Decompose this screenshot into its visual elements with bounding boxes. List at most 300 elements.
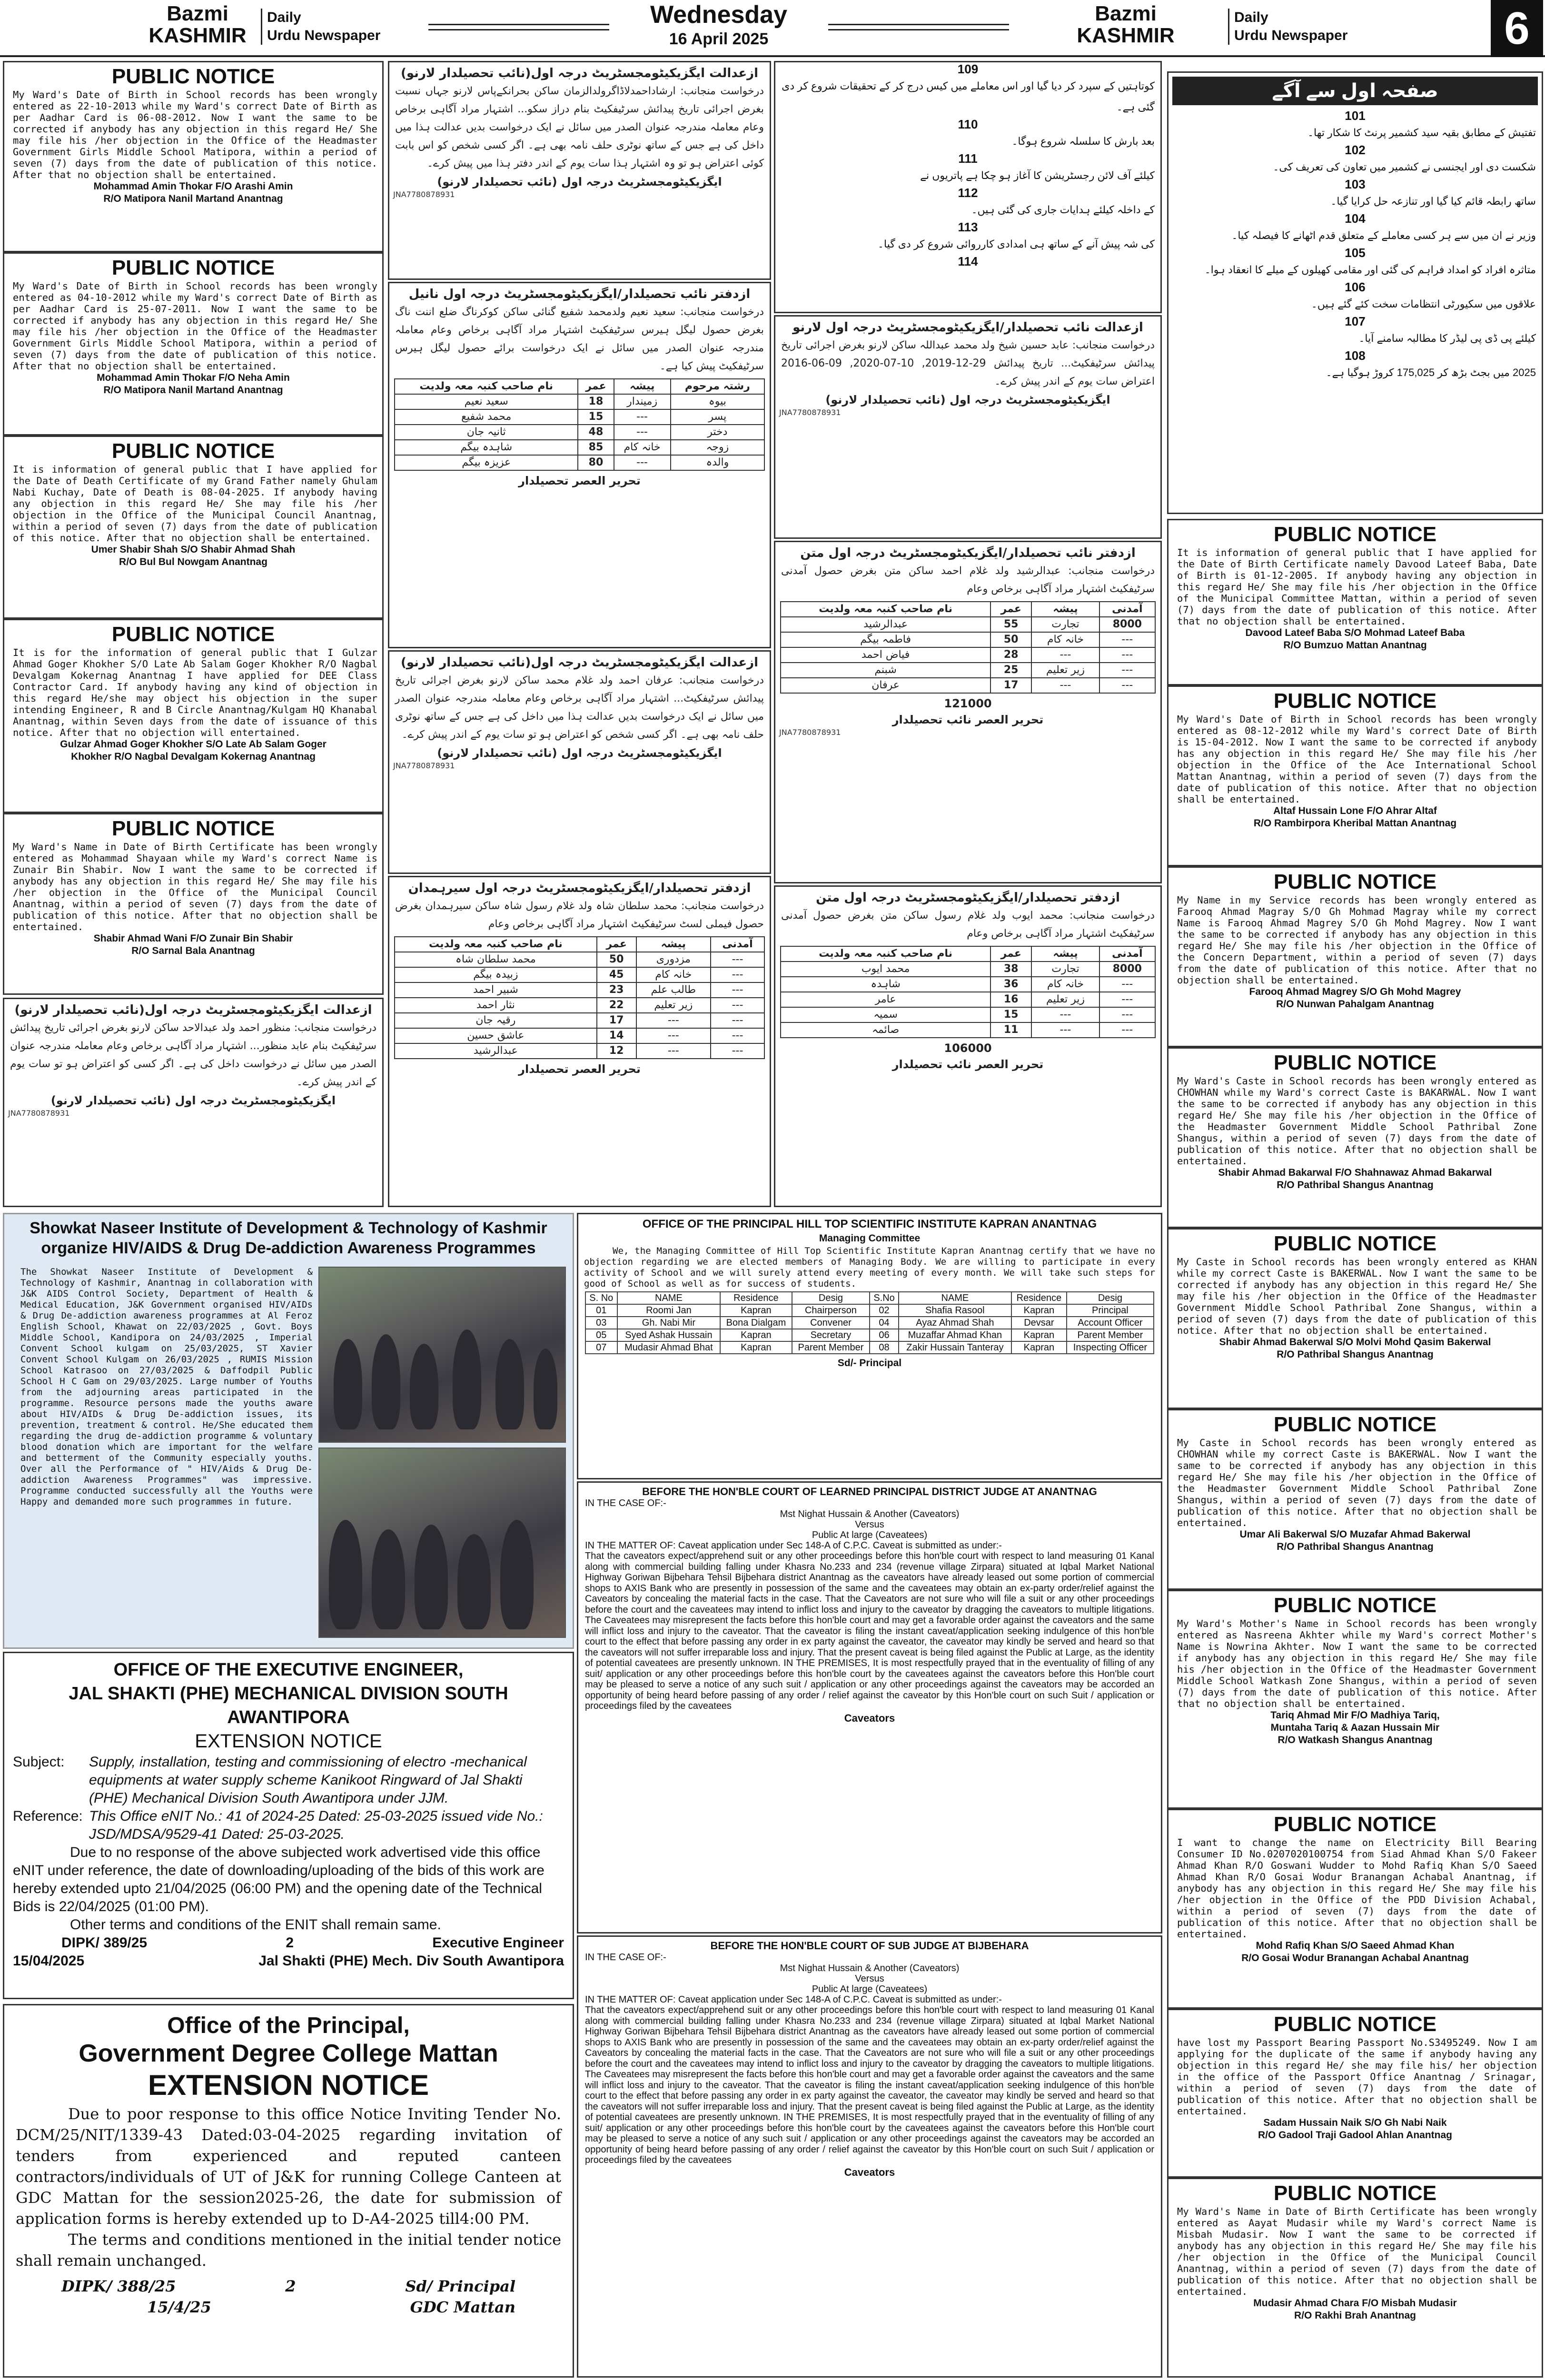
table-cell: NAME	[899, 1292, 1011, 1304]
public-notice	[3, 619, 384, 813]
table-cell: ---	[636, 1028, 711, 1043]
matter-line: IN THE MATTER OF: Caveat application under Sec 148-A of C.P.C. Caveat is submitted as under:-	[585, 1994, 1002, 2005]
office-title: OFFICE OF THE PRINCIPAL HILL TOP SCIENTIFIC INSTITUTE KAPRAN ANANTNAG	[642, 1218, 1097, 1230]
table-cell: خانہ کام	[1031, 977, 1099, 992]
table-cell: Convener	[792, 1317, 870, 1329]
table-cell: ---	[1031, 1022, 1099, 1038]
notice-body: My Caste in School records has been wrongly entered as CHOWHAN while my correct Caste is BAKERWAL. Now I want the same to be corrected if anybody has any objection in this regard He/ She may file his /her objection in the Office of the Headmaster Government Middle School Pathribal Zone Shangus, within a period of seven (7) days from the date of publication of this notice. After that no objection shall be entertained.	[1177, 1437, 1537, 1528]
public-notice	[1167, 519, 1543, 685]
table-cell: ---	[1099, 977, 1155, 992]
matter-line: IN THE MATTER OF: Caveat application under Sec 148-A of C.P.C. Caveat is submitted as under:-	[585, 1540, 1002, 1551]
court-title: BEFORE THE HON'BLE COURT OF SUB JUDGE AT BIJBEHARA	[710, 1940, 1029, 1952]
table-cell: 85	[578, 440, 614, 455]
notice-body: It is information of general public that I have applied for the Date of Death Certificate of my Grand Father namely Ghulam Nabi Kuchay, Date of Death is 08-04-2025. If anybody having any objection in this regard He/ She may file his /her objection in the Office of the Municipal Council Anantnag, within a period of seven (7) days from the date of publication of this notice. After that no objection shall be entertained.	[13, 464, 377, 544]
table-row	[395, 1028, 764, 1043]
notice-address: R/O Matipora Nanil Martand Anantnag	[103, 193, 283, 204]
notice-signature: Mohammad Amin Thokar F/O Arashi Amin	[93, 181, 293, 192]
table-cell: ---	[1099, 992, 1155, 1007]
table-header-row	[585, 1292, 1154, 1304]
table-cell: عمر	[990, 602, 1031, 617]
urdu-ad-heading: ازعدالت ایگزیکیٹومجسٹریٹ درجہ اول(نائب تحصیلدار لارنو)	[401, 66, 758, 80]
notice-title: PUBLIC NOTICE	[1273, 1413, 1437, 1436]
table-cell: Inspecting Officer	[1067, 1341, 1154, 1354]
urdu-ad-body: درخواست منجانب: محمد سلطان شاہ ولد غلام رسول شاہ ساکن سیرہمدان بغرض حصول فیملی لسٹ سرٹیفکیٹ اشتہار مراد آگاہی برخاص وعام	[395, 900, 764, 930]
urdu-ad-signature: ایگزیکیٹومجسٹریٹ درجہ اول (نائب تحصیلدار لارنو)	[50, 1094, 336, 1107]
caveat-notice-sub-judge	[577, 1935, 1162, 2378]
public-notice	[3, 813, 384, 995]
public-notice	[1167, 1809, 1543, 2009]
table-cell: پیشہ	[1031, 946, 1099, 962]
page-number: 6	[1491, 0, 1543, 57]
item-number: 107	[1345, 314, 1366, 328]
table-cell: 50	[597, 952, 636, 967]
table-cell: عبدالرشید	[395, 1043, 597, 1059]
table-row	[585, 1304, 1154, 1317]
table-cell: Desig	[1067, 1292, 1154, 1304]
table-row	[395, 455, 764, 470]
daily-label: Daily	[267, 10, 301, 25]
table-cell: عاشق حسین	[395, 1028, 597, 1043]
urdu-court-ad	[388, 650, 771, 874]
notice-title: PUBLIC NOTICE	[111, 817, 275, 840]
notice-signature-cont: Muntaha Tariq & Aazan Hussain Mir	[1270, 1722, 1440, 1733]
item-text: 2025 میں بجٹ بڑھ کر 175,025 کروڑ ہوگیا ہے۔	[1326, 367, 1536, 378]
table-cell: Account Officer	[1067, 1317, 1154, 1329]
table-row	[395, 998, 764, 1013]
caveatees-line: Public At large (Caveatees)	[812, 1529, 928, 1540]
urdu-ad-signature: ایگزیکیٹومجسٹریٹ درجہ اول (نائب تحصیلدار لارنو)	[437, 175, 722, 188]
table-cell: زیر تعلیم	[636, 998, 711, 1013]
notice-footer	[4, 2271, 573, 2297]
item-text: کی شہ پیش آنے کے ساتھ ہی امدادی کارروائی شروع کر دی گیا۔	[877, 238, 1155, 250]
notice-title: PUBLIC NOTICE	[1273, 870, 1437, 893]
table-cell: 17	[597, 1013, 636, 1028]
table-cell: S. No	[585, 1292, 617, 1304]
item-text: بعد بارش کا سلسلہ شروع ہوگا۔	[1011, 135, 1155, 147]
caveators-line: Mst Nighat Hussain & Another (Caveators)	[780, 1963, 960, 1973]
notice-body: I want to change the name on Electricity Bill Bearing Consumer ID No.0207020100754 from Siad Ahmad Khan S/O Fakeer Ahmad Khan R/O Goswani Wudder to Mohd Rafiq Khan S/O Saeed Ahmad Khan R/O Gosai Wodur Branangan Achabal Anantnag, if anybody has any objection in this regard He/ She may file his /her objection in the Office of the PDD Division Achabal, within a period of seven (7) days from the date of publication of this notice. After that no objection shall be entertained.	[1177, 1837, 1537, 1940]
signatory-college: GDC Mattan	[410, 2298, 515, 2316]
table-cell: آمدنی	[1099, 602, 1155, 617]
college-title: Government Degree College Mattan	[79, 2040, 498, 2067]
table-row	[781, 632, 1155, 647]
table-row	[585, 1317, 1154, 1329]
notice-address: R/O Gadool Traji Gadool Ahlan Anantnag	[1258, 2130, 1452, 2141]
news-continuation	[774, 61, 1162, 313]
table-cell: زبیدہ بیگم	[395, 967, 597, 982]
notice-title: PUBLIC NOTICE	[1273, 1594, 1437, 1617]
table-cell: عامر	[781, 992, 990, 1007]
notice-signature: Gulzar Ahmad Goger Khokher S/O Late Ab Salam Goger	[60, 739, 327, 750]
case-label: IN THE CASE OF:-	[585, 1498, 666, 1508]
ad-code: JNA7780878931	[393, 190, 455, 199]
urdu-income-ad	[774, 541, 1162, 883]
caveat-notice-district-judge	[577, 1481, 1162, 1934]
table-cell: آمدنی	[711, 937, 764, 952]
table-row	[395, 1043, 764, 1059]
total-income: 121000	[944, 697, 992, 710]
table-cell: زمیندار	[614, 394, 671, 409]
caveators-line: Mst Nighat Hussain & Another (Caveators)	[780, 1508, 960, 1519]
total-income: 106000	[944, 1041, 992, 1055]
notice-heading: EXTENSION NOTICE	[148, 2069, 429, 2101]
table-cell: 08	[870, 1341, 898, 1354]
table-cell: آمدنی	[1099, 946, 1155, 962]
principal-signature: Sd/- Principal	[837, 1358, 902, 1368]
urdu-newspaper-label: Urdu Newspaper	[1234, 28, 1348, 43]
table-cell: سعید نعیم	[395, 394, 578, 409]
table-cell: 17	[990, 678, 1031, 693]
table-row	[781, 1007, 1155, 1022]
table-cell: Desig	[792, 1292, 870, 1304]
urdu-newspaper-label: Urdu Newspaper	[267, 28, 381, 43]
table-cell: عزیزہ بیگم	[395, 455, 578, 470]
table-cell: ---	[1099, 663, 1155, 678]
header-rule-right	[828, 24, 1009, 30]
table-cell: 03	[585, 1317, 617, 1329]
urdu-ad-heading: ازعدالت ایگزیکیٹومجسٹریٹ درجہ اول(نائب تحصیلدار لارنو)	[14, 1003, 372, 1017]
table-cell: 15	[990, 1007, 1031, 1022]
notice-signature: Umer Shabir Shah S/O Shabir Ahmad Shah	[91, 544, 296, 555]
article-body: The Showkat Naseer Institute of Development & Technology of Kashmir, Anantnag in collaboration with J&K AIDS Control Society, Department of Health & Medical Education, J&K Government organised HIV/AIDs & Drug De-addiction awareness programmes at Al Feroz English School, Khawat on 22/03/2025 , Govt. Boys Middle School, Kandipora on 24/03/2025 , Imperial Convent School kulgam on 25/03/2025, ST Xavier Convent School Kulgam on 26/03/2025 , RUMIS Mission School Katrasoo on 27/03/2025 & Daffodpil Public School H C Gam on 29/03/2025. Large number of Youths from the adjourning areas participated in the programme. Resource persons made the youths aware about HIV/AIDs & Drug De-addiction issues, its prevention, treatment & control. He/She educated them regarding the drug de-addiction programme & voluntary blood donation which are important for the welfare and betterment of the Community especially youths. Over all the Performance of " HIV/Aids & Drug De-addiction Awareness Programmes" was impressive. Programme conducted successfully all the Youths were Happy and demanded more such programmes in future.	[20, 1267, 313, 1507]
table-cell: 18	[578, 394, 614, 409]
notice-title: PUBLIC NOTICE	[1273, 2182, 1437, 2205]
notice-body: My Ward's Date of Birth in School records has been wrongly entered as 04-10-2012 while my Ward's correct Date of Birth as per Aadhar Card is 25-07-2011. Now I want the same to be corrected if anybody has any objection in this regard He/ She may file his /her objection in the Office of the Headmaster Government Girls Middle School Matipora, within a period of seven (7) days from the date of publication of this notice. After that no objection shall be entertained.	[13, 280, 377, 372]
table-cell: رشتہ مرحوم	[671, 379, 764, 394]
table-cell: 15	[578, 409, 614, 425]
notice-date: 15/04/2025	[13, 1953, 85, 1969]
notice-title: PUBLIC NOTICE	[1273, 1051, 1437, 1074]
brand-right-line1: Bazmi	[1095, 2, 1157, 25]
table-cell: 80	[578, 455, 614, 470]
item-text: کیلئے پی ڈی پی لیڈر کا مطالبہ سامنے آیا۔	[1358, 332, 1536, 344]
table-cell: طالب علم	[636, 982, 711, 998]
table-cell: 06	[870, 1329, 898, 1341]
table-cell: ---	[1031, 678, 1099, 693]
table-cell: 12	[597, 1043, 636, 1059]
item-text: تفتیش کے مطابق بقیہ سید کشمیر پرنٹ کا شکار تھا۔	[1307, 127, 1536, 139]
urdu-ad-signature: تحریر العصر نائب تحصیلدار	[892, 713, 1044, 726]
table-row	[781, 962, 1155, 977]
notice-title: PUBLIC NOTICE	[111, 439, 275, 463]
item-text: علاقوں میں سکیورٹی انتظامات سخت کئے گئے ہیں۔	[1311, 298, 1536, 310]
notice-address: R/O Pathribal Shangus Anantnag	[1277, 1349, 1434, 1360]
reference-row	[4, 1807, 573, 1844]
item-number: 108	[1345, 348, 1366, 363]
table-cell: ثانیہ جان	[395, 425, 578, 440]
urdu-ad-body: درخواست منجانب: عبدالرشید ولد غلام احمد ساکن متن بغرض حصول آمدنی سرٹیفکیٹ اشتہار مراد آگاہی برخاص وعام	[781, 565, 1155, 595]
table-header-row	[781, 602, 1155, 617]
table-cell: ---	[711, 1028, 764, 1043]
notice-body: It is information of general public that I have applied for the Date of Birth Certificate namely Davood Lateef Baba, Date of Birth is 01-12-2005. If anybody having any objection in this regard He/ She may file his /her objection in the Office of the Municipal Committee Mattan, within a period of seven (7) days from the date of publication of this notice. After that no objection shall be entertained.	[1177, 547, 1537, 627]
table-row	[781, 663, 1155, 678]
urdu-ad-heading: ازدفتر نائب تحصیلدار/ایگزیکیٹومجسٹریٹ درجہ اول نانیل	[408, 287, 751, 301]
table-cell: 07	[585, 1341, 617, 1354]
notice-title: PUBLIC NOTICE	[111, 256, 275, 279]
notice-body: My Ward's Caste in School records has been wrongly entered as CHOWHAN while my Ward's correct Caste is BAKARWAL. Now I want the same to be corrected if anybody has any objection in this regard He/ She may file his /her objection in the Office of the Headmaster Government Middle School Pathribal Zone Shangus, within a period of seven (7) days from the date of publication of this notice. After that no objection shall be entertained.	[1177, 1075, 1537, 1167]
table-cell: تجارت	[1031, 617, 1099, 632]
public-notice	[1167, 1047, 1543, 1228]
table-cell: نام صاحب کنبہ معہ ولدیت	[395, 379, 578, 394]
urdu-ad-signature: تحریر العصر نائب تحصیلدار	[892, 1058, 1044, 1071]
notice-address: R/O Sarnal Bala Anantnag	[131, 945, 255, 956]
ad-code: JNA7780878931	[779, 728, 841, 737]
table-cell: 05	[585, 1329, 617, 1341]
table-cell: محمد شفیع	[395, 409, 578, 425]
table-cell: عبدالرشید	[781, 617, 990, 632]
notice-title: PUBLIC NOTICE	[1273, 1232, 1437, 1255]
office-title: Office of the Principal,	[167, 2013, 410, 2038]
table-row	[585, 1341, 1154, 1354]
table-cell: دختر	[671, 425, 764, 440]
table-cell: نثار احمد	[395, 998, 597, 1013]
notice-address: Khokher R/O Nagbal Devalgam Kokernag Anantnag	[71, 751, 316, 762]
item-text: کوتاہتیں کے سپرد کر دیا گیا اور اس معاملے میں کیس درج کر کے تحقیقات شروع کر دی گئی ہے۔	[782, 80, 1155, 113]
table-cell: پیشہ	[614, 379, 671, 394]
urdu-ad-heading: ازدفتر نائب تحصیلدار/ایگزیکیٹومجسٹریٹ درجہ اول متن	[800, 546, 1136, 560]
table-cell: Bona Dialgam	[720, 1317, 792, 1329]
urdu-court-ad	[388, 61, 771, 280]
public-notice	[1167, 2178, 1543, 2378]
table-cell: 02	[870, 1304, 898, 1317]
table-cell: Syed Ashak Hussain	[617, 1329, 721, 1341]
table-cell: NAME	[617, 1292, 721, 1304]
division-title: JAL SHAKTI (PHE) MECHANICAL DIVISION SOUTH	[69, 1684, 508, 1704]
notice-title: PUBLIC NOTICE	[111, 65, 275, 88]
table-cell: محمد ایوب	[781, 962, 990, 977]
caveat-body: That the caveators expect/apprehend suit or any other proceedings before this hon'ble court with respect to land measuring 01 Kanal along with commercial building falling under Khasra No.233 and 234 (revenue village Zirpara) situated at Iqbal Market National Highway Goriwan Bijbehara Tehsil Bijbehara district Anantnag as the caveators have already leased out some portion of commercial shops to AXIS Bank who are presently in possession of the same and the caveatees may obtain an ex-party order/relief against the Caveators by concealing the material facts in the case. That the Caveators are not sure who will file a suit or any other proceedings before the court and the caveatees may intend to inflict loss and injury to the caveator by dragging the caveators to multiple litigations. The Caveatees may misrepresent the facts before this hon'ble court and may get a favorable order against the caveators and the same will inflict loss and injury to the caveator. That the caveator is filing the instant caveat/application seeking indulgence of this hon'ble court to the effect that before passing any order in ex party against the caveator, the caveator may kindly be served and heard so that the caveators will not suffer irreparable loss and injury. That the present caveat is being filed against the Public at Large, as the identity of potential caveatees are presently unknown. IN THE PREMISES, It is most respectfully prayed that in the eventuality of filling of any suit/ application or any other proceedings before this hon'ble court by the caveatees against the caveators before this Hon'ble court may be pleased to serve a notice of any such suit / application or any other proceedings against the caveators may be accorded an opportunity of being heard before passing of any order / relief against the caveator by this Hon'ble court on such Suit / application or proceedings filed by the caveatees	[585, 2005, 1154, 2165]
public-notice	[3, 436, 384, 619]
notice-heading: EXTENSION NOTICE	[195, 1731, 382, 1752]
table-cell: محمد سلطان شاہ	[395, 952, 597, 967]
notice-signature: Shabir Ahmad Wani F/O Zunair Bin Shabir	[93, 933, 293, 944]
continued-from-front	[1167, 71, 1543, 514]
table-cell: عمر	[597, 937, 636, 952]
table-cell: 38	[990, 962, 1031, 977]
table-cell: نام صاحب کنبہ معہ ولدیت	[781, 602, 990, 617]
notice-title: PUBLIC NOTICE	[1273, 1813, 1437, 1836]
caveat-body: That the caveators expect/apprehend suit or any other proceedings before this hon'ble court with respect to land measuring 01 Kanal along with commercial building falling under Khasra No.233 and 234 (revenue village Zirpara) situated at Iqbal Market National Highway Goriwan Bijbehara Tehsil Bijbehara district Anantnag as the caveators have already leased out some portion of commercial shops to AXIS Bank who are presently in possession of the same and the caveatees may obtain an ex-party order/relief against the Caveators by concealing the material facts in the case. That the Caveators are not sure who will file a suit or any other proceedings before the court and the caveatees may intend to inflict loss and injury to the caveator by dragging the caveators to multiple litigations. The Caveatees may misrepresent the facts before this hon'ble court and may get a favorable order against the caveators and the same will inflict loss and injury to the caveator. That the caveator is filing the instant caveat/application seeking indulgence of this hon'ble court to the effect that before passing any order in ex party against the caveator, the caveator may kindly be served and heard so that the caveators will not suffer irreparable loss and injury. That the present caveat is being filed against the Public at Large, as the identity of potential caveatees are presently unknown. IN THE PREMISES, It is most respectfully prayed that in the eventuality of filling of any suit/ application or any other proceedings before this hon'ble court by the caveatees against the caveators before this Hon'ble court may be pleased to serve a notice of any such suit / application or any other proceedings against the caveators may be accorded an opportunity of being heard before passing of any order / relief against the caveator by this Hon'ble court on such Suit / application or proceedings filed by the caveatees	[585, 1551, 1154, 1711]
table-cell: 14	[597, 1028, 636, 1043]
urdu-ad-heading: ازعدالت ایگزیکیٹومجسٹریٹ درجہ اول(نائب تحصیلدار لارنو)	[401, 655, 758, 670]
table-cell: Residence	[1011, 1292, 1067, 1304]
awareness-photo-2	[318, 1448, 566, 1638]
brand-right-line2: KASHMIR	[1077, 24, 1175, 47]
table-cell: Ayaz Ahmad Shah	[899, 1317, 1011, 1329]
table-cell: Muzaffar Ahmad Khan	[899, 1329, 1011, 1341]
table-cell: ---	[711, 1013, 764, 1028]
item-number: 111	[958, 151, 978, 166]
table-cell: Residence	[720, 1292, 792, 1304]
table-cell: عمر	[578, 379, 614, 394]
notice-body: We, the Managing Committee of Hill Top Scientific Institute Kapran Anantnag certify that we have no objection regarding we are elected members of Managing Body. We are willing to participate in every activity of School and we will surely attend every meeting of every month. We will take such steps for good of School as well as for success of students.	[584, 1246, 1155, 1289]
notice-body: My Ward's Date of Birth in School records has been wrongly entered as 22-10-2013 while my Ward's correct Date of Birth as per Aadhar Card is 06-08-2012. Now I want the same to be corrected if anybody has any objection in this regard He/ She may file his /her objection in the Office of the Headmaster Government Girls Middle School Matipora, within a period of seven (7) days from the date of publication of this notice. After that no objection shall be entertained.	[13, 89, 377, 180]
table-cell: 55	[990, 617, 1031, 632]
office-title: OFFICE OF THE EXECUTIVE ENGINEER,	[113, 1660, 464, 1680]
table-cell: خانہ کام	[614, 440, 671, 455]
brand-right	[1066, 3, 1185, 47]
subject-label: Subject:	[13, 1754, 65, 1770]
table-cell: Shafia Rasool	[899, 1304, 1011, 1317]
notice-terms: Other terms and conditions of the ENIT shall remain same.	[70, 1917, 441, 1933]
table-cell: پیشہ	[636, 937, 711, 952]
notice-address: R/O Rakhi Brah Anantnag	[1294, 2310, 1416, 2321]
item-number: 104	[1345, 211, 1366, 226]
article-subtitle: organize HIV/AIDS & Drug De-addiction Awareness Programmes	[41, 1239, 536, 1257]
item-text: کے داخلہ کیلئے ہدایات جاری کی گئی ہیں۔	[971, 204, 1155, 216]
table-cell: 8000	[1099, 617, 1155, 632]
urdu-ad-body: درخواست منجانب: عابد حسین شیخ ولد محمد عبداللہ ساکن لارنو بغرض اجرائی تاریخ پیدائش سرٹیفکیٹ... تاریخ پیدائش 29-12-2019, 10-07-2020, 09-06-2016 اعتراض سات یوم کے اندر پیش کرے۔	[781, 339, 1155, 387]
table-cell: Secretary	[792, 1329, 870, 1341]
notice-body: Due to poor response to this office Notice Inviting Tender No. DCM/25/NIT/1339-43 Dated:03-04-2025 regarding invitation of tenders from experienced and reputed canteen contractors/individuals of UT of J&K for running College Canteen at GDC Mattan for the session2025-26, the date for submission of application forms is hereby extended up to D-A4-2025 till4:00 PM.	[16, 2105, 561, 2228]
table-row	[395, 952, 764, 967]
table-row	[395, 982, 764, 998]
case-label: IN THE CASE OF:-	[585, 1952, 666, 1963]
subject-value: Supply, installation, testing and commissioning of electro -mechanical equipments at water supply scheme Kanikoot Ringward of Jal Shakti (PHE) Mechanical Division South Awantipora under JJM.	[89, 1754, 527, 1806]
table-row	[395, 967, 764, 982]
committee-heading: Managing Committee	[819, 1233, 921, 1244]
table-cell: خانہ کام	[1031, 632, 1099, 647]
table-row	[781, 1022, 1155, 1038]
notice-signature: Altaf Hussain Lone F/O Ahrar Altaf	[1273, 805, 1437, 816]
table-row	[781, 647, 1155, 663]
signatory: Sd/ Principal	[405, 2277, 515, 2295]
public-notice	[3, 61, 384, 252]
notice-body: My Name in my Service records has been wrongly entered as Farooq Ahmad Magray S/O Gh Mohmad Magray while my correct Name is Farooq Ahmad Magrey S/O Gh Mohd Magrey. Now I want the same to be corrected if anybody has any objection in this regard He/ She may file his /her objection in the Office of the Concern Department, within a period of seven (7) days from the date of publication of this notice. After that no objection shall be entertained.	[1177, 894, 1537, 986]
table-cell: والدہ	[671, 455, 764, 470]
notice-body: Due to no response of the above subjected work advertised vide this office eNIT under reference, the date of downloading/uploading of the bids of this work are hereby extended upto 21/04/2025 (06:00 PM) and the opening date of the Technical Bids is 22/04/2025 (01:00 PM).	[13, 1844, 545, 1914]
urdu-court-ad	[774, 315, 1162, 539]
table-cell: ---	[711, 1043, 764, 1059]
table-cell: ---	[636, 1043, 711, 1059]
copies-count: 2	[285, 2277, 296, 2295]
table-cell: عمر	[990, 946, 1031, 962]
urdu-legal-heir-ad	[388, 282, 771, 648]
table-cell: Kapran	[1011, 1341, 1067, 1354]
table-row	[781, 617, 1155, 632]
table-cell: 8000	[1099, 962, 1155, 977]
table-cell: 11	[990, 1022, 1031, 1038]
item-number: 109	[957, 62, 979, 76]
notice-address: R/O Nunwan Pahalgam Anantnag	[1276, 999, 1434, 1010]
notice-signature: Mohammad Amin Thokar F/O Neha Amin	[97, 372, 290, 383]
table-cell: ---	[636, 1013, 711, 1028]
committee-table	[585, 1291, 1154, 1354]
continuation-list	[1169, 109, 1542, 383]
notice-address: R/O Matipora Nanil Martand Anantnag	[103, 385, 283, 396]
item-text: کیلئے آف لائن رجسٹریشن کا آغاز ہو چکا ہے پاتریوں نے	[920, 169, 1155, 181]
table-cell: Parent Member	[1067, 1329, 1154, 1341]
versus-line: Versus	[855, 1519, 884, 1530]
notice-title: PUBLIC NOTICE	[111, 623, 275, 646]
table-header-row	[781, 946, 1155, 962]
table-cell: ---	[1099, 647, 1155, 663]
table-cell: شبنم	[781, 663, 990, 678]
notice-body: have lost my Passport Bearing Passport No.S3495249. Now I am applying for the duplicate of the same if anybody having any objection in this regard He/ she may file his/ her objection in the office of the Passport Office Anantnag / Srinagar, within a period of seven (7) days from the date of publication of this notice. After that no objection shall be entertained.	[1177, 2037, 1537, 2117]
table-cell: شبیر احمد	[395, 982, 597, 998]
table-cell: خانہ کام	[636, 967, 711, 982]
notice-signature: Sadam Hussain Naik S/O Gh Nabi Naik	[1263, 2117, 1447, 2128]
table-cell: عرفان	[781, 678, 990, 693]
table-cell: ---	[711, 982, 764, 998]
table-cell: نام صاحب کنبہ معہ ولدیت	[395, 937, 597, 952]
item-text: ساتھ رابطہ قائم کیا گیا اور تنازعہ حل کرایا گیا۔	[1330, 195, 1536, 207]
urdu-ad-body: درخواست منجانب: ارشاداحمدلاڈاگرولدالزمان ساکن بحرانکےپاس لارنو جہاں نسبت بغرض اجرائی تاریخ پیدائش سرٹیفکیٹ بنام دراز سکو... اشتہار مراد آگاہی برخاص وعام معاملہ مندرجہ عنوان الصدر میں سائل نے ایک درخواست بدیں عدالت ہذا میں داخل کی ہے جس کے ساتھ نوٹری حلف نامہ بھی ہے۔ اگر کسی شخص کو اس بابت کوئی اعتراض ہو تو وہ اشتہار ہذا سات یوم کے اندر دفتر ہذا میں پیش کرے۔	[395, 85, 764, 169]
item-text: وزیر نے ان میں سے ہر کسی معاملے کے متعلق قدم اٹھانے کا فیصلہ کیا۔	[1231, 229, 1536, 241]
gdc-mattan-extension-notice	[3, 2004, 574, 2378]
table-cell: سمیہ	[781, 1007, 990, 1022]
table-cell: Kapran	[1011, 1329, 1067, 1341]
table-cell: 28	[990, 647, 1031, 663]
table-cell: فیاض احمد	[781, 647, 990, 663]
table-cell: Parent Member	[792, 1341, 870, 1354]
table-cell: 22	[597, 998, 636, 1013]
item-text: متاثرہ افراد کو امداد فراہم کی گئی اور مقامی کھیلوں کے میلے کا انعقاد ہوا۔	[1204, 264, 1536, 276]
table-cell: 45	[597, 967, 636, 982]
table-cell: 04	[870, 1317, 898, 1329]
table-cell: فاطمہ بیگم	[781, 632, 990, 647]
item-number: 113	[958, 220, 978, 234]
jal-shakti-extension-notice	[3, 1652, 574, 1999]
public-notice	[1167, 1590, 1543, 1809]
urdu-ad-body: درخواست منجانب: محمد ایوب ولد غلام رسول ساکن متن بغرض حصول آمدنی سرٹیفکیٹ اشتہار مراد آگاہی برخاص وعام	[781, 910, 1155, 940]
notice-address: R/O Watkash Shangus Anantnag	[1278, 1735, 1433, 1745]
item-number: 101	[1345, 109, 1366, 123]
caveators-signature: Caveators	[844, 1712, 895, 1724]
notice-title: PUBLIC NOTICE	[1273, 2013, 1437, 2036]
notice-date: 15/4/25	[147, 2298, 211, 2316]
ad-code: JNA7780878931	[779, 408, 841, 417]
urdu-income-ad	[774, 885, 1162, 1207]
item-number: 106	[1345, 280, 1366, 294]
caveators-signature: Caveators	[844, 2166, 895, 2178]
table-cell: زیر تعلیم	[1031, 992, 1099, 1007]
table-cell: 48	[578, 425, 614, 440]
table-cell: Zakir Hussain Tanteray	[899, 1341, 1011, 1354]
table-cell: Roomi Jan	[617, 1304, 721, 1317]
table-cell: ---	[614, 455, 671, 470]
urdu-court-ad	[3, 998, 384, 1207]
urdu-ad-signature: ایگزیکیٹومجسٹریٹ درجہ اول (نائب تحصیلدار لارنو)	[437, 746, 722, 760]
notice-signature: Mohd Rafiq Khan S/O Saeed Ahmad Khan	[1256, 1940, 1455, 1951]
table-cell: Kapran	[720, 1341, 792, 1354]
public-notice	[1167, 1409, 1543, 1590]
urdu-ad-heading: ازدفتر تحصیلدار/ایگزیکیٹومجسٹریٹ درجہ اول سیرہمدان	[408, 881, 751, 895]
item-number: 114	[958, 254, 978, 268]
public-notice	[1167, 685, 1543, 866]
table-cell: مزدوری	[636, 952, 711, 967]
item-number: 102	[1345, 143, 1366, 157]
table-cell: بیوہ	[671, 394, 764, 409]
caveatees-line: Public At large (Caveatees)	[812, 1983, 928, 1994]
reference-label: Reference:	[13, 1808, 83, 1824]
notice-signature: Shabir Ahmad Bakarwal F/O Shahnawaz Ahmad Bakarwal	[1218, 1167, 1492, 1178]
notice-signature: Shabir Ahmad Bakerwal S/O Molvi Mohd Qasim Bakerwal	[1219, 1337, 1491, 1348]
table-cell: Kapran	[720, 1329, 792, 1341]
notice-address: R/O Bumzuo Mattan Anantnag	[1283, 640, 1427, 651]
brand-left	[138, 3, 257, 47]
dipk-number: DIPK/ 388/25	[61, 2277, 176, 2295]
table-cell: ---	[1031, 647, 1099, 663]
urdu-ad-body: درخواست منجانب: سعید نعیم ولدمحمد شفیع گنائی ساکن کوکرناگ ضلع اننت ناگ بغرض حصول لیگل ہیرس سرٹیفکیٹ اشتہار مراد آگاہی برخاص وعام معاملہ مندرجہ عنوان الصدر میں سائل نے ایک درخواست برائے حصول لیگل ہیرس سرٹیفکیٹ پیش کیا ہے۔	[395, 306, 764, 372]
notice-address: R/O Pathribal Shangus Anantnag	[1277, 1180, 1434, 1190]
table-row	[395, 409, 764, 425]
urdu-ad-heading: ازدفتر تحصیلدار/ایگزیکیٹومجسٹریٹ درجہ اول متن	[816, 891, 1120, 905]
item-text: شکست دی اور ایجنسی نے کشمیر میں تعاون کی تعریف کی۔	[1273, 161, 1536, 173]
table-header-row	[395, 937, 764, 952]
brand-left-line2: KASHMIR	[149, 24, 247, 47]
notice-signature: Umar Ali Bakerwal S/O Muzafar Ahmad Bakerwal	[1239, 1529, 1471, 1540]
